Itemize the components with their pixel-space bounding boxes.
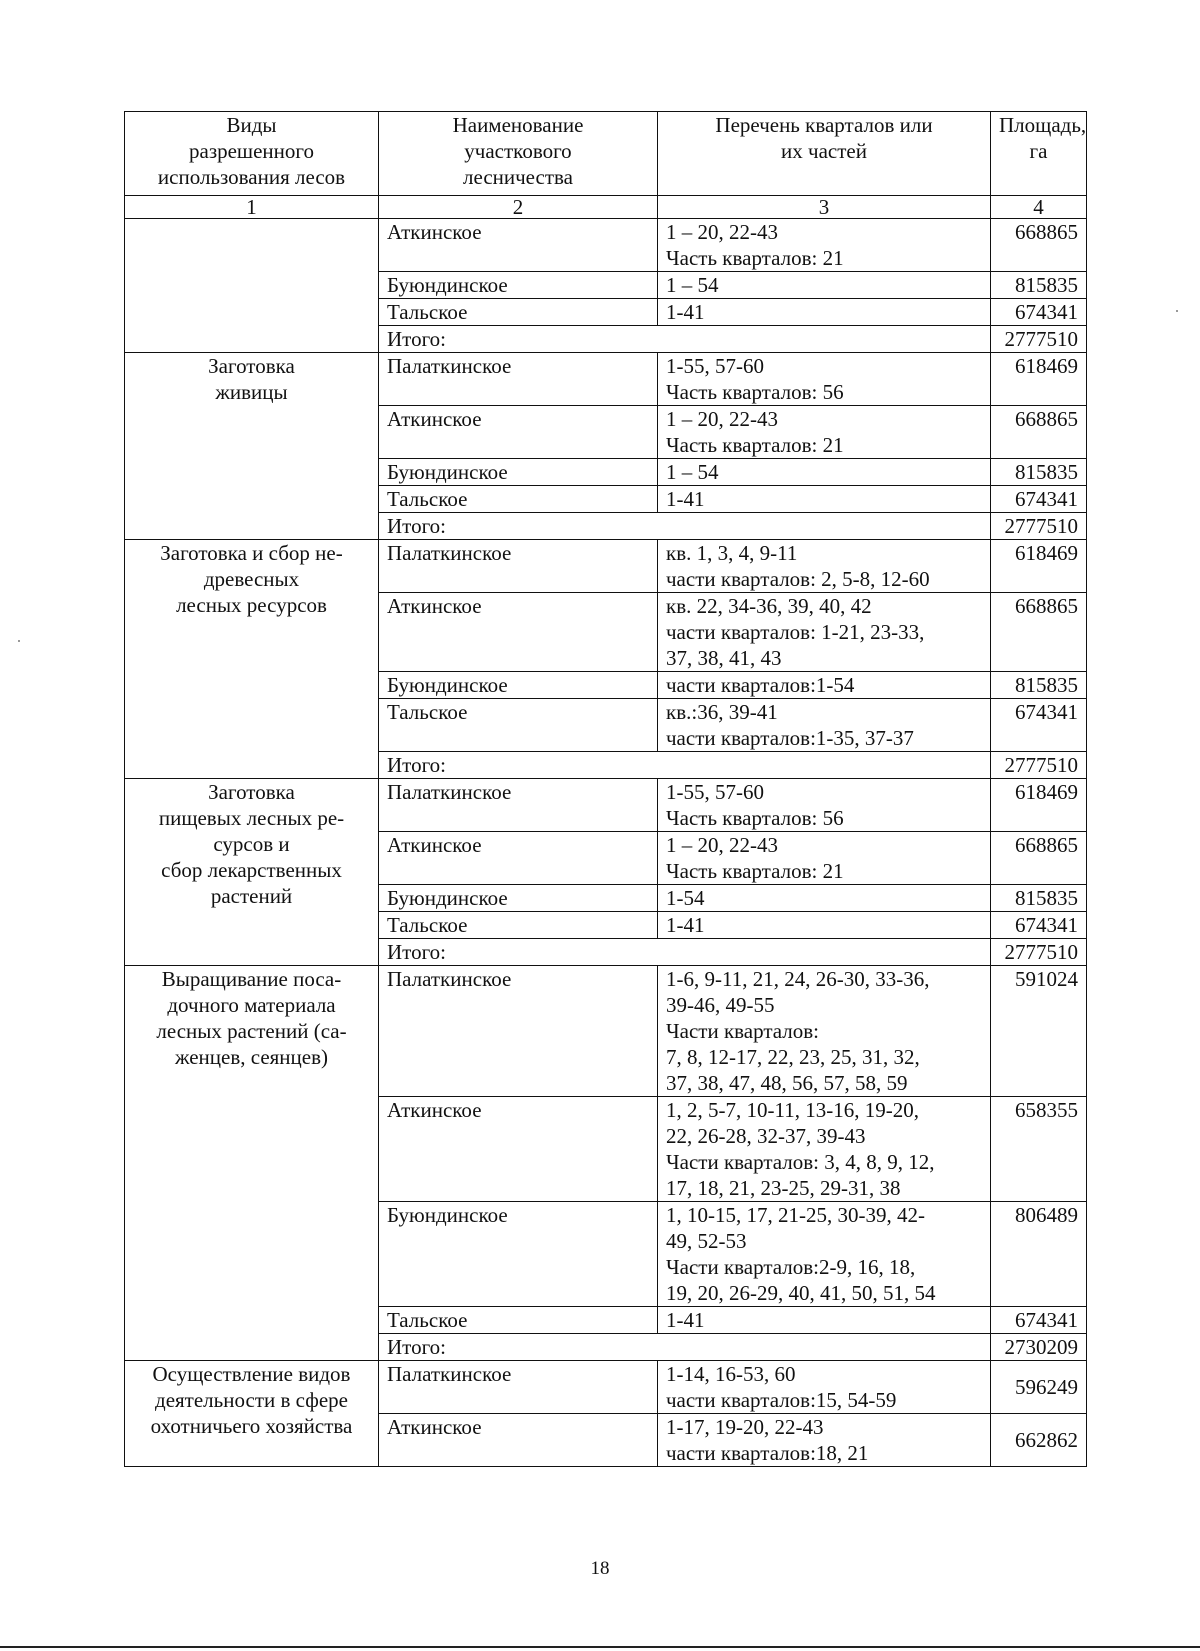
kvartaly-line: 37, 38, 41, 43 (666, 646, 782, 670)
lesnichestvo-cell: Палаткинское (379, 353, 658, 406)
kvartaly-line: 1 – 20, 22-43 (666, 833, 778, 857)
kvartaly-line: 1 – 54 (666, 273, 719, 297)
area-cell: 815835 (991, 885, 1087, 912)
lesnichestvo-cell: Аткинское (379, 593, 658, 672)
header-row (125, 112, 1087, 196)
area-cell: 618469 (991, 540, 1087, 593)
use-type-line: лесных ресурсов (176, 593, 327, 617)
area-cell: 591024 (991, 966, 1087, 1097)
area-cell: 596249 (991, 1361, 1087, 1414)
kvartaly-line: Часть кварталов: 21 (666, 433, 844, 457)
kvartaly-cell (658, 353, 991, 406)
use-type-line: сбор лекарственных (161, 858, 342, 882)
use-type-line: Выращивание поса- (161, 967, 342, 991)
area-cell: 815835 (991, 272, 1087, 299)
lesnichestvo-cell: Тальское (379, 699, 658, 752)
area-cell: 668865 (991, 593, 1087, 672)
area-cell: 815835 (991, 459, 1087, 486)
kvartaly-line: части кварталов:18, 21 (666, 1441, 869, 1465)
kvartaly-cell (658, 486, 991, 513)
column-number: 2 (379, 196, 658, 219)
lesnichestvo-cell: Палаткинское (379, 779, 658, 832)
kvartaly-line: 17, 18, 21, 23-25, 29-31, 38 (666, 1176, 901, 1200)
total-label: Итого: (379, 326, 991, 353)
kvartaly-line: 1-41 (666, 1308, 705, 1332)
kvartaly-line: 1-17, 19-20, 22-43 (666, 1415, 824, 1439)
kvartaly-line: Части кварталов: 3, 4, 8, 9, 12, (666, 1150, 935, 1174)
lesnichestvo-cell: Буюндинское (379, 459, 658, 486)
area-cell: 806489 (991, 1202, 1087, 1307)
area-cell: 662862 (991, 1414, 1087, 1467)
total-label: Итого: (379, 752, 991, 779)
page-number: 18 (590, 1558, 610, 1579)
table-row (125, 966, 1087, 1097)
area-cell: 674341 (991, 486, 1087, 513)
total-value: 2730209 (991, 1334, 1087, 1361)
area-cell: 674341 (991, 699, 1087, 752)
use-type-line: Осуществление видов (152, 1362, 351, 1386)
use-type-cell (125, 1361, 379, 1467)
use-type-line: лесных растений (са- (156, 1019, 347, 1043)
kvartaly-cell (658, 1361, 991, 1414)
lesnichestvo-cell: Палаткинское (379, 1361, 658, 1414)
lesnichestvo-cell: Буюндинское (379, 272, 658, 299)
kvartaly-line: Часть кварталов: 21 (666, 859, 844, 883)
kvartaly-line: 39-46, 49-55 (666, 993, 775, 1017)
lesnichestvo-cell: Аткинское (379, 1097, 658, 1202)
area-cell: 668865 (991, 406, 1087, 459)
kvartaly-line: 1-54 (666, 886, 705, 910)
kvartaly-line: Часть кварталов: 56 (666, 380, 844, 404)
lesnichestvo-cell: Буюндинское (379, 672, 658, 699)
table-row (125, 540, 1087, 593)
use-type-line: пищевых лесных ре- (158, 806, 345, 830)
scan-speck (1176, 310, 1178, 312)
use-type-cell (125, 966, 379, 1361)
kvartaly-line: части кварталов: 1-21, 23-33, (666, 620, 925, 644)
kvartaly-cell (658, 272, 991, 299)
column-number: 1 (125, 196, 379, 219)
kvartaly-line: части кварталов:1-35, 37-37 (666, 726, 914, 750)
header-use-type: Виды разрешенного использования лесов (125, 112, 379, 196)
table-row (125, 1361, 1087, 1414)
use-type-line: древесных (203, 567, 300, 591)
header-kvartaly: Перечень кварталов или их частей (658, 112, 991, 196)
total-label: Итого: (379, 513, 991, 540)
lesnichestvo-cell: Палаткинское (379, 966, 658, 1097)
kvartaly-cell (658, 912, 991, 939)
header-lesnichestvo: Наименование участкового лесничества (379, 112, 658, 196)
kvartaly-line: 1-14, 16-53, 60 (666, 1362, 796, 1386)
kvartaly-line: 1, 10-15, 17, 21-25, 30-39, 42- (666, 1203, 925, 1227)
table-row (125, 353, 1087, 406)
use-type-line: сурсов и (213, 832, 290, 856)
scan-speck (18, 640, 20, 642)
kvartaly-line: Части кварталов: (666, 1019, 820, 1043)
use-type-line: Заготовка и сбор не- (160, 541, 343, 565)
kvartaly-line: 1, 2, 5-7, 10-11, 13-16, 19-20, (666, 1098, 919, 1122)
kvartaly-line: 1 – 20, 22-43 (666, 407, 778, 431)
lesnichestvo-cell: Тальское (379, 486, 658, 513)
lesnichestvo-cell: Буюндинское (379, 885, 658, 912)
forest-use-table (124, 111, 1087, 1467)
use-type-line: живицы (215, 380, 288, 404)
kvartaly-line: 19, 20, 26-29, 40, 41, 50, 51, 54 (666, 1281, 936, 1305)
kvartaly-cell (658, 832, 991, 885)
kvartaly-cell (658, 219, 991, 272)
kvartaly-line: 1 – 20, 22-43 (666, 220, 778, 244)
use-type-line: женцев, сеянцев) (174, 1045, 329, 1069)
lesnichestvo-cell: Аткинское (379, 219, 658, 272)
use-type-line: Заготовка (208, 780, 295, 804)
area-cell: 618469 (991, 353, 1087, 406)
kvartaly-cell (658, 540, 991, 593)
kvartaly-cell (658, 459, 991, 486)
total-value: 2777510 (991, 752, 1087, 779)
kvartaly-line: 1-41 (666, 487, 705, 511)
column-number: 3 (658, 196, 991, 219)
use-type-line: дочного материала (167, 993, 336, 1017)
kvartaly-line: 1-55, 57-60 (666, 354, 764, 378)
total-value: 2777510 (991, 513, 1087, 540)
use-type-cell (125, 779, 379, 966)
area-cell: 815835 (991, 672, 1087, 699)
kvartaly-cell (658, 406, 991, 459)
table-row (125, 219, 1087, 272)
kvartaly-cell (658, 779, 991, 832)
area-cell: 674341 (991, 299, 1087, 326)
kvartaly-line: кв. 22, 34-36, 39, 40, 42 (666, 594, 872, 618)
kvartaly-line: 1-41 (666, 300, 705, 324)
use-type-line: растений (210, 884, 293, 908)
area-cell: 668865 (991, 832, 1087, 885)
kvartaly-cell (658, 593, 991, 672)
lesnichestvo-cell: Аткинское (379, 406, 658, 459)
kvartaly-line: части кварталов: 2, 5-8, 12-60 (666, 567, 930, 591)
kvartaly-line: Часть кварталов: 21 (666, 246, 844, 270)
kvartaly-line: части кварталов:1-54 (666, 673, 855, 697)
lesnichestvo-cell: Тальское (379, 912, 658, 939)
lesnichestvo-cell: Палаткинское (379, 540, 658, 593)
kvartaly-cell (658, 1097, 991, 1202)
kvartaly-cell (658, 299, 991, 326)
kvartaly-line: Часть кварталов: 56 (666, 806, 844, 830)
lesnichestvo-cell: Аткинское (379, 1414, 658, 1467)
column-number: 4 (991, 196, 1087, 219)
kvartaly-line: кв.:36, 39-41 (666, 700, 778, 724)
area-cell: 658355 (991, 1097, 1087, 1202)
area-cell: 668865 (991, 219, 1087, 272)
total-label: Итого: (379, 1334, 991, 1361)
lesnichestvo-cell: Буюндинское (379, 1202, 658, 1307)
use-type-cell (125, 540, 379, 779)
table-row (125, 779, 1087, 832)
kvartaly-line: Части кварталов:2-9, 16, 18, (666, 1255, 916, 1279)
bottom-scan-edge (0, 1646, 1200, 1648)
kvartaly-line: 37, 38, 47, 48, 56, 57, 58, 59 (666, 1071, 908, 1095)
total-value: 2777510 (991, 326, 1087, 353)
lesnichestvo-cell: Тальское (379, 299, 658, 326)
kvartaly-line: кв. 1, 3, 4, 9-11 (666, 541, 798, 565)
kvartaly-cell (658, 699, 991, 752)
kvartaly-cell (658, 1307, 991, 1334)
use-type-cell (125, 219, 379, 353)
kvartaly-line: 7, 8, 12-17, 22, 23, 25, 31, 32, (666, 1045, 920, 1069)
kvartaly-cell (658, 1202, 991, 1307)
total-label: Итого: (379, 939, 991, 966)
kvartaly-line: части кварталов:15, 54-59 (666, 1388, 897, 1412)
kvartaly-line: 1-55, 57-60 (666, 780, 764, 804)
kvartaly-line: 1-6, 9-11, 21, 24, 26-30, 33-36, (666, 967, 930, 991)
area-cell: 674341 (991, 912, 1087, 939)
use-type-line: деятельности в сфере (155, 1388, 348, 1412)
lesnichestvo-cell: Аткинское (379, 832, 658, 885)
kvartaly-line: 49, 52-53 (666, 1229, 747, 1253)
kvartaly-line: 1-41 (666, 913, 705, 937)
kvartaly-line: 22, 26-28, 32-37, 39-43 (666, 1124, 866, 1148)
kvartaly-cell (658, 1414, 991, 1467)
kvartaly-line: 1 – 54 (666, 460, 719, 484)
use-type-line: охотничьего хозяйства (150, 1414, 353, 1438)
area-cell: 674341 (991, 1307, 1087, 1334)
kvartaly-cell (658, 885, 991, 912)
column-number-row (125, 196, 1087, 219)
kvartaly-cell (658, 672, 991, 699)
total-value: 2777510 (991, 939, 1087, 966)
use-type-cell (125, 353, 379, 540)
kvartaly-cell (658, 966, 991, 1097)
use-type-line: Заготовка (208, 354, 295, 378)
area-cell: 618469 (991, 779, 1087, 832)
lesnichestvo-cell: Тальское (379, 1307, 658, 1334)
header-area: Площадь, га (991, 112, 1087, 196)
